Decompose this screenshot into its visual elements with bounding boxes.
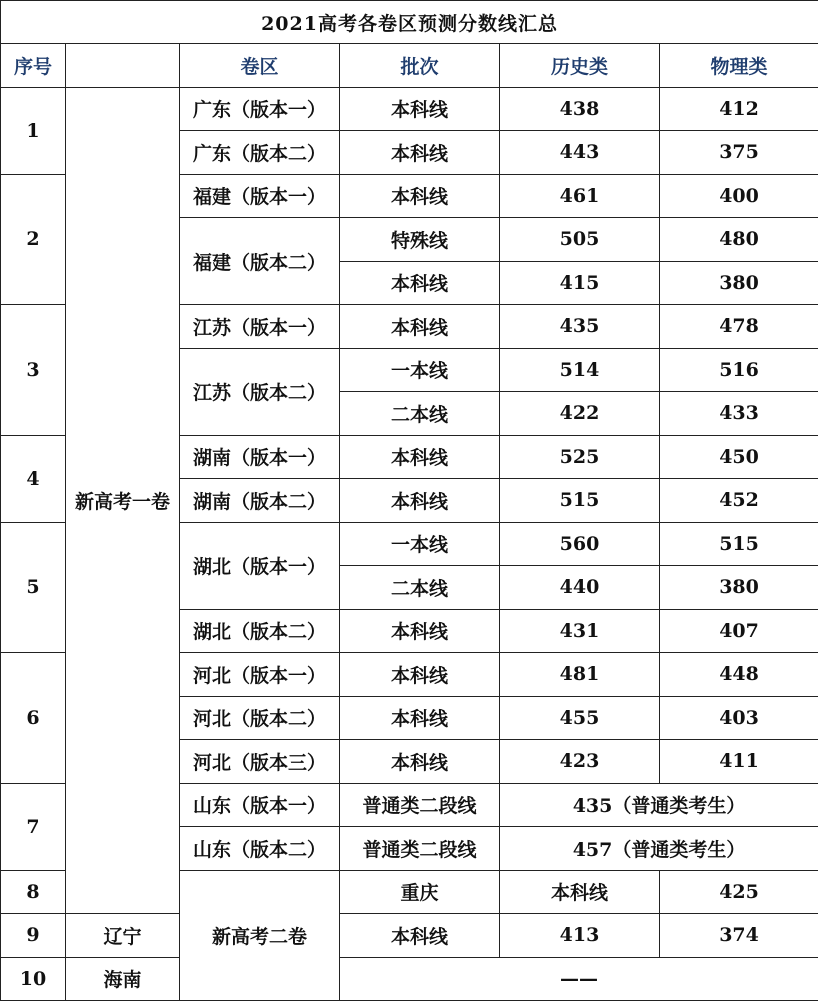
batch-cell: 本科线 <box>340 305 500 349</box>
batch-cell: 一本线 <box>340 522 500 566</box>
batch-cell: 本科线 <box>340 653 500 697</box>
district-cell: 山东（版本一） <box>180 783 340 827</box>
history-cell: 431 <box>500 609 660 653</box>
history-cell: 515 <box>500 479 660 523</box>
physics-cell: 448 <box>660 653 818 697</box>
seq-cell: 4 <box>1 435 66 522</box>
table-row <box>1 87 818 131</box>
history-cell: 435 <box>500 305 660 349</box>
seq-cell: 5 <box>1 522 66 653</box>
physics-cell: 380 <box>660 261 818 305</box>
table-row <box>1 957 818 1001</box>
physics-cell: 450 <box>660 435 818 479</box>
district-cell: 福建（版本二） <box>180 218 340 305</box>
physics-cell: 412 <box>660 87 818 131</box>
batch-cell: 本科线 <box>340 609 500 653</box>
district-cell: 广东（版本二） <box>180 131 340 175</box>
seq-cell: 9 <box>1 914 66 958</box>
seq-cell: 3 <box>1 305 66 436</box>
seq-cell: 2 <box>1 174 66 305</box>
physics-cell: 411 <box>660 740 818 784</box>
history-cell: 560 <box>500 522 660 566</box>
merged-score-cell: —— <box>340 957 818 1001</box>
title-row <box>1 1 818 44</box>
batch-cell: 二本线 <box>340 566 500 610</box>
batch-cell: 普通类二段线 <box>340 783 500 827</box>
history-cell: 481 <box>500 653 660 697</box>
history-cell: 525 <box>500 435 660 479</box>
district-cell: 河北（版本一） <box>180 653 340 697</box>
seq-cell: 10 <box>1 957 66 1001</box>
header-history: 历史类 <box>500 44 660 88</box>
header-physics: 物理类 <box>660 44 818 88</box>
batch-cell: 本科线 <box>340 479 500 523</box>
physics-cell: 516 <box>660 348 818 392</box>
physics-cell: 380 <box>660 566 818 610</box>
district-cell: 湖北（版本一） <box>180 522 340 609</box>
batch-cell: 普通类二段线 <box>340 827 500 871</box>
district-cell: 福建（版本一） <box>180 174 340 218</box>
seq-cell: 7 <box>1 783 66 870</box>
district-cell: 河北（版本二） <box>180 696 340 740</box>
physics-cell: 515 <box>660 522 818 566</box>
physics-cell: 400 <box>660 174 818 218</box>
district-cell: 山东（版本二） <box>180 827 340 871</box>
physics-cell: 480 <box>660 218 818 262</box>
header-seq: 序号 <box>1 44 66 88</box>
batch-cell: 本科线 <box>340 87 500 131</box>
batch-cell: 本科线 <box>340 740 500 784</box>
history-cell: 443 <box>500 131 660 175</box>
batch-cell: 本科线 <box>340 696 500 740</box>
history-cell: 505 <box>500 218 660 262</box>
history-cell: 423 <box>500 740 660 784</box>
physics-cell: 452 <box>660 479 818 523</box>
history-cell: 440 <box>500 566 660 610</box>
physics-cell: 433 <box>660 392 818 436</box>
group-cell: 新高考二卷 <box>180 870 340 1001</box>
history-cell: 422 <box>500 392 660 436</box>
history-cell: 425 <box>660 870 818 914</box>
history-cell: 415 <box>500 261 660 305</box>
district-cell: 辽宁 <box>66 914 180 958</box>
physics-cell: 375 <box>660 131 818 175</box>
history-cell: 514 <box>500 348 660 392</box>
batch-cell: 本科线 <box>340 131 500 175</box>
physics-cell: 478 <box>660 305 818 349</box>
district-cell: 湖北（版本二） <box>180 609 340 653</box>
seq-cell: 6 <box>1 653 66 784</box>
district-cell: 湖南（版本一） <box>180 435 340 479</box>
batch-cell: 特殊线 <box>340 218 500 262</box>
header-blank <box>66 44 180 88</box>
batch-cell: 本科线 <box>340 261 500 305</box>
history-cell: 438 <box>500 87 660 131</box>
physics-cell: 407 <box>660 609 818 653</box>
district-cell: 海南 <box>66 957 180 1001</box>
batch-cell: 二本线 <box>340 392 500 436</box>
table-title: 2021高考各卷区预测分数线汇总 <box>1 1 818 44</box>
header-district: 卷区 <box>180 44 340 88</box>
merged-score-cell: 435（普通类考生） <box>500 783 818 827</box>
merged-score-cell: 457（普通类考生） <box>500 827 818 871</box>
batch-cell: 本科线 <box>340 914 500 958</box>
group-cell: 新高考一卷 <box>66 87 180 914</box>
history-cell: 413 <box>500 914 660 958</box>
history-cell: 461 <box>500 174 660 218</box>
district-cell: 重庆 <box>340 870 500 914</box>
batch-cell: 本科线 <box>340 174 500 218</box>
district-cell: 江苏（版本二） <box>180 348 340 435</box>
history-cell: 455 <box>500 696 660 740</box>
district-cell: 江苏（版本一） <box>180 305 340 349</box>
district-cell: 河北（版本三） <box>180 740 340 784</box>
table-row <box>1 914 818 958</box>
batch-cell: 本科线 <box>340 435 500 479</box>
header-row <box>1 44 818 88</box>
header-batch: 批次 <box>340 44 500 88</box>
batch-cell: 一本线 <box>340 348 500 392</box>
batch-cell: 本科线 <box>500 870 660 914</box>
seq-cell: 8 <box>1 870 66 914</box>
seq-cell: 1 <box>1 87 66 174</box>
district-cell: 广东（版本一） <box>180 87 340 131</box>
physics-cell: 403 <box>660 696 818 740</box>
district-cell: 湖南（版本二） <box>180 479 340 523</box>
physics-cell: 374 <box>660 914 818 958</box>
